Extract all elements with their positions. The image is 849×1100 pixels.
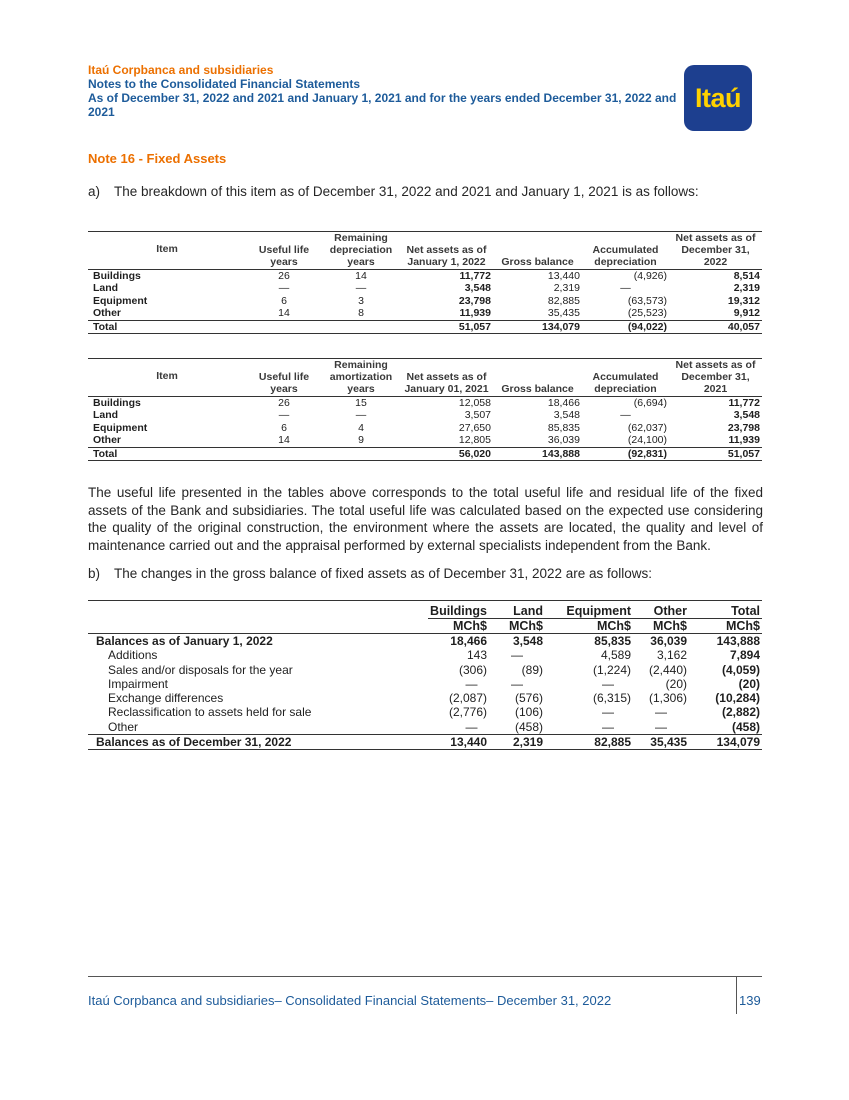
cell: Other [93,434,122,447]
col-header-net-assets-opening: Net assets as of January 1, 2022 [406,244,487,268]
col-header-net-assets-opening: Net assets as of January 01, 2021 [404,371,489,395]
cell: 51,057 [669,447,762,460]
cell: 9,912 [733,307,760,320]
cell: Impairment [108,676,169,691]
cell: 19,312 [727,294,760,307]
cell [246,447,322,460]
fixed-assets-table-2021 [88,358,762,461]
cell: 11,939 [728,434,760,447]
cell: (89) [521,662,543,677]
logo-text: Itaú [694,82,741,113]
table-row [88,422,762,434]
cell: Buildings [88,397,246,410]
cell [246,320,322,333]
cell: (306) [458,662,487,677]
cell: 134,079 [689,735,762,750]
col-header-land: Land [489,604,545,619]
cell: 2,319 [553,282,580,295]
report-subtitle: Notes to the Consolidated Financial Statements [88,77,361,91]
col-header-gross-balance: Gross balance [501,256,574,268]
unit-label: MCh$ [452,619,487,633]
cell: — [278,409,290,422]
cell: (458) [731,719,760,734]
cell: Equipment [93,421,148,434]
table-row [88,434,762,447]
section-a-intro [88,184,699,199]
cell: Other [108,719,139,734]
cell: 9 [358,434,364,447]
cell: — [620,409,631,422]
cell: — [278,282,290,295]
cell: 11,772 [400,270,493,283]
cell: 8,514 [669,270,762,283]
cell: — [655,705,667,720]
cell: Other [93,307,122,320]
closing-balance-row [88,735,762,750]
table-header-row [88,359,762,397]
cell: 2,319 [733,282,760,295]
cell: 143,888 [689,634,762,649]
cell: — [355,409,367,422]
cell: 18,466 [493,397,582,410]
cell: (1,224) [592,662,631,677]
unit-label: MCh$ [508,619,543,633]
cell: 35,435 [547,307,580,320]
cell: 36,039 [547,434,580,447]
table-row [88,663,762,677]
cell: 11,939 [459,307,491,320]
cell: (2,882) [721,705,760,720]
cell: 27,650 [458,421,491,434]
cell: 13,440 [493,270,582,283]
section-a-text: The breakdown of this item as of December 31, 2022 and 2021 and January 1, 2021 is as follows: [114,184,699,199]
cell: 14 [278,307,290,320]
col-header-equipment: Equipment [545,604,633,619]
page-number: 139 [739,993,761,1008]
cell: (4,926) [582,270,669,283]
cell: Land [93,282,119,295]
col-header-item: Item [156,243,178,255]
page-header [88,63,688,119]
col-header-total: Total [689,604,762,619]
table-total-row [88,447,762,460]
cell: Reclassification to assets held for sale [108,705,312,720]
cell: (576) [514,691,543,706]
cell: 13,440 [428,735,489,750]
cell: (25,523) [627,307,667,320]
cell: (6,315) [592,691,631,706]
footer-divider [88,976,762,977]
table-row [88,648,762,662]
cell: (20) [665,676,687,691]
cell: (92,831) [582,447,669,460]
footer-text: Itaú Corpbanca and subsidiaries– Consolidated Financial Statements– December 31, 2022 [88,993,612,1008]
cell: 3,162 [656,648,687,663]
report-period: As of December 31, 2022 and 2021 and January 1, 2021 and for the years ended December 31, 2022 and 2021 [88,91,677,119]
cell: Exchange differences [108,691,224,706]
col-header-net-assets-closing: Net assets as of December 31, 2021 [675,359,756,395]
cell: — [465,676,478,691]
cell [322,447,400,460]
cell: — [602,676,614,691]
col-header-accumulated-depreciation: Accumulated depreciation [592,371,659,395]
cell: (1,306) [648,691,687,706]
col-header-accumulated-depreciation: Accumulated depreciation [592,244,659,268]
table-row [88,691,762,705]
cell: (20) [738,676,760,691]
cell: Total [88,320,246,333]
cell: (458) [514,719,543,734]
section-b-text: The changes in the gross balance of fixed assets as of December 31, 2022 are as follows: [114,566,653,581]
cell: 40,057 [669,320,762,333]
col-header-buildings: Buildings [428,604,489,619]
cell: (10,284) [715,691,760,706]
cell: (24,100) [627,434,667,447]
cell: 85,835 [545,634,633,649]
cell: 6 [281,421,287,434]
unit-label: MCh$ [596,619,631,633]
cell: 143,888 [493,447,582,460]
table-total-row [88,320,762,333]
cell: 3,548 [733,409,760,422]
cell: (63,573) [627,294,667,307]
note-title: Note 16 - Fixed Assets [88,151,227,166]
unit-row [88,619,762,634]
unit-label: MCh$ [725,619,760,633]
footer-page-divider [736,976,737,1014]
cell: 26 [246,397,322,410]
cell: 26 [246,270,322,283]
cell: Balances as of December 31, 2022 [88,735,428,750]
cell: (62,037) [627,421,667,434]
col-header-useful-life: Useful life years [258,244,310,268]
section-a-label: a) [88,184,101,199]
col-header-net-assets-closing: Net assets as of December 31, 2022 [675,232,756,268]
cell: (2,776) [448,705,487,720]
cell: 6 [281,294,287,307]
cell: 36,039 [633,634,689,649]
col-header-useful-life: Useful life years [258,371,310,395]
cell: 56,020 [400,447,493,460]
table-row [88,282,762,294]
col-header-gross-balance: Gross balance [501,383,574,395]
cell: 3 [358,294,364,307]
cell: — [602,719,614,734]
cell: Total [88,447,246,460]
cell: — [655,719,667,734]
cell: 2,319 [489,735,545,750]
cell [322,320,400,333]
table-row [88,705,762,719]
table-header-row [88,604,762,619]
cell: (2,087) [448,691,487,706]
cell: 4,589 [600,648,631,663]
cell: Equipment [93,294,148,307]
table-row [88,397,762,410]
cell: (2,440) [648,662,687,677]
cell: 82,885 [545,735,633,750]
table-row [88,270,762,283]
cell: (106) [514,705,543,720]
gross-balance-changes-table [88,600,762,750]
table-row [88,677,762,691]
col-header-remaining-years: Remaining amortization years [329,359,393,395]
cell: 35,435 [633,735,689,750]
cell: 23,798 [727,421,760,434]
table-header-row [88,232,762,270]
col-header-item: Item [156,370,178,382]
cell: Buildings [88,270,246,283]
cell: — [511,648,523,663]
cell: Sales and/or disposals for the year [108,662,293,677]
cell: 134,079 [493,320,582,333]
cell: 23,798 [458,294,491,307]
section-b-intro [88,566,652,581]
cell: — [511,676,523,691]
table-row [88,720,762,735]
cell: 3,548 [489,634,545,649]
col-header-other: Other [633,604,689,619]
cell: 4 [358,421,364,434]
table-row [88,307,762,320]
table-row [88,409,762,421]
cell: 12,805 [458,434,491,447]
col-header-remaining-years: Remaining depreciation years [329,232,393,268]
useful-life-paragraph: The useful life presented in the tables above corresponds to the total useful life and residual life of the fixed assets of the Bank and subsidiaries. The total useful life was calculated based on the expected use considering the quality of the original construction, the environment where the assets are located, the quality and level of maintenance carried out and the appraisal performed by external specialists independent from the Bank. [88,485,763,553]
cell: 15 [322,397,400,410]
cell: 51,057 [400,320,493,333]
cell: 18,466 [428,634,489,649]
cell: 8 [358,307,364,320]
cell: — [355,282,367,295]
section-b-label: b) [88,566,101,581]
cell: (94,022) [582,320,669,333]
cell: — [602,705,614,720]
table-row [88,295,762,307]
fixed-assets-table-2022 [88,231,762,334]
cell: 143 [466,648,487,663]
unit-label: MCh$ [652,619,687,633]
cell: (4,059) [721,662,760,677]
cell: Additions [108,648,158,663]
cell: 7,894 [729,648,760,663]
cell: 3,507 [464,409,491,422]
cell: 14 [278,434,290,447]
itau-logo [684,65,752,131]
cell: — [465,719,478,734]
cell: — [620,282,631,295]
cell: 3,548 [464,282,491,295]
cell: 85,835 [547,421,580,434]
cell: (6,694) [582,397,669,410]
cell: 11,772 [669,397,762,410]
cell: 12,058 [400,397,493,410]
cell: 82,885 [547,294,580,307]
opening-balance-row [88,634,762,649]
cell: Balances as of January 1, 2022 [88,634,428,649]
company-name: Itaú Corpbanca and subsidiaries [88,63,274,77]
cell: 14 [322,270,400,283]
cell: 3,548 [553,409,580,422]
cell: Land [93,409,119,422]
